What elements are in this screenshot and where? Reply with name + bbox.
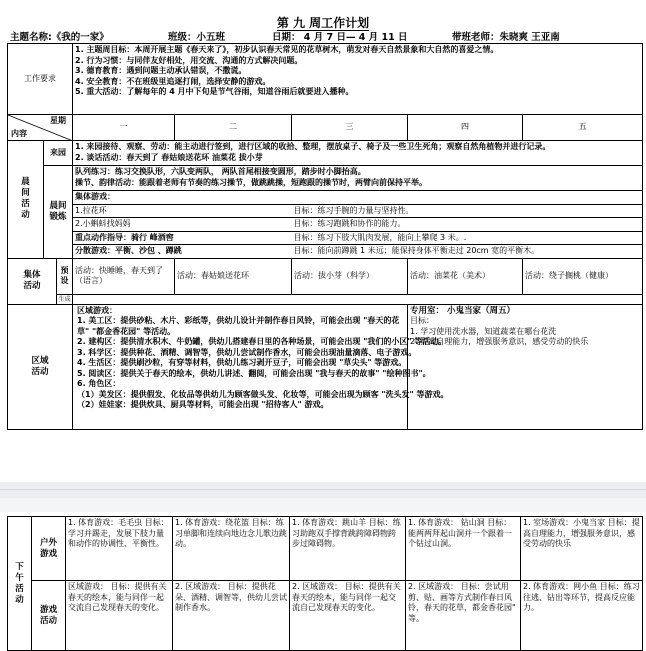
day-friday: 五: [523, 115, 643, 141]
afternoon-outdoor-item: 1. 体育游戏：跳山羊 目标：练习助跑双手撑背跳跨障碍物跨步过障碍物。: [290, 517, 406, 581]
collective-item: 活动：快睡睡，春天到了（语言）: [73, 258, 175, 294]
area-line: 1. 美工区：提供砂粘、木片、彩纸等，供幼儿设计并制作春日风铃，可能会出现 "春天的花草" "都金香花园" 等活动。: [77, 316, 400, 336]
afternoon-label: 下午活动: [8, 517, 32, 651]
area-line: 4. 生活区：提供刷沙粒，有穿等材料，供幼儿练习剥开豆子，可能会出现 "草尖头" 等游戏。: [77, 358, 407, 367]
group-game-goal: 目标：练习跑跳和协作的能力。: [292, 218, 643, 232]
afternoon-area-item: 2. 体育游戏：网小鱼 目标：练习往逃、钻出等环节，提高反应能力。: [521, 581, 643, 651]
day-wednesday: 三: [292, 115, 408, 141]
collective-label: 集体活动: [8, 258, 57, 304]
theme-label: 主题名称:《我的一家》: [10, 32, 109, 43]
dispersed-game-text: 分散游戏：平衡、沙包 、蹲跳: [73, 245, 292, 259]
arrival-cell: [73, 141, 643, 166]
outdoor-label: 户外游戏: [32, 517, 66, 581]
day-thursday: 四: [408, 115, 523, 141]
class-label: 班级：小五班: [168, 32, 226, 43]
area-line: 6. 角色区：: [77, 379, 121, 388]
afternoon-outdoor-item: 1. 室场游戏：小鬼当家 目标：提高自理能力，增强服务意识，感受劳动的快乐: [521, 517, 643, 581]
requirement-line: 5. 重大活动：了解每年的 4 月中下旬是节气谷雨，知道谷雨后就要进入播种。: [75, 87, 354, 96]
requirements-cell: [73, 44, 643, 115]
group-game-name: 1.拉花环: [73, 204, 292, 218]
collective-item: 活动：油菜花（美术）: [408, 258, 523, 294]
afternoon-outdoor-item: 1. 体育游戏：毛毛虫 目标：学习并踢走，发展下肢力量和动作的协调性、平衡性。: [66, 517, 173, 581]
requirements-label: 工作要求: [8, 44, 73, 115]
dispersed-game-goal: 目标：能向前蹲跳 1 米远；能保持身体平衡走过 20cm 宽的平衡木。: [292, 245, 643, 259]
day-tuesday: 二: [175, 115, 292, 141]
collective-item: 活动：春姑娘送花环: [175, 258, 292, 294]
area-title: 区域游戏：: [77, 305, 118, 315]
area-line: 3. 科学区：提供种花、酒精、调智等，供幼儿尝试制作香水，可能会出现油量滴落、电子游戏。: [77, 347, 417, 357]
group-game-goal: 目标：练习手腕的力量与坚持性。: [292, 204, 643, 218]
formation-line: 队列练习：练习交换队形，六队变两队， 两队首尾相接变圆形，踏步时小脚抬高。: [75, 167, 366, 176]
collective-item: 活动：绕子搁桃（健康）: [523, 258, 643, 294]
page-gap-bar: [0, 498, 646, 512]
requirement-line: 2. 行为习惯：与同伴友好相处，用交流、沟通的方式解决问题。: [75, 55, 303, 65]
special-room-goal-label: 目标：: [410, 316, 435, 325]
collective-preset-label: 预设: [57, 258, 73, 294]
arrival-label: 来园: [44, 141, 73, 166]
page-gap-divider: [0, 489, 646, 490]
requirement-line: 1. 主题周目标：本周开展主题《春天来了》，初步认识春天常见的花草树木，萌发对春天自然景象和大自然的喜爱之情。: [75, 45, 499, 54]
requirement-line: 4. 安全教育：不在班级里追逐打闹，选择安静的游戏。: [75, 76, 271, 86]
game-activity-label: 游戏活动: [32, 581, 66, 651]
afternoon-area-item: 区域游戏： 目标：提供有关春天的绘本，能与同伴一起交流自己发现春天的变化。: [66, 581, 173, 651]
key-guidance-text: 重点动作指导：骑行 峰酒窖: [73, 231, 292, 245]
teacher-label: 带班老师：朱晓爽 王亚南: [452, 32, 560, 43]
afternoon-outdoor-item: 1. 体育游戏： 钻山洞 目标：能两两拜起山洞并一个跟着一个钻过山洞。: [406, 517, 521, 581]
morning-label: 晨间活动: [8, 141, 44, 259]
special-room-cell: [408, 304, 643, 429]
special-room-title: 专用室： 小鬼当家（周五）: [410, 305, 515, 316]
date-label: 日期： 4 月 7 日— 4 月 11 日: [272, 32, 408, 43]
area-line: （1）美发区：提供假发、化妆品等供幼儿为顾客做头发、化妆等，可能会出现为顾客 "洗头发" 等游戏。: [77, 389, 449, 399]
afternoon-area-item: 2. 区域游戏： 目标：尝试用剪、贴、画等方式制作春日风铃，春天的花草，都金香花园" 等。: [406, 581, 521, 651]
afternoon-area-item: 2. 区域游戏： 目标：提供花朵、酒精、调智等，供幼儿尝试制作香水。: [173, 581, 290, 651]
collective-generated-label: 生成: [58, 295, 71, 303]
area-line: （2）娃娃家：提供炊具、厨具等材料，可能会出现 "招待客人" 游戏。: [77, 400, 329, 409]
plan-table: [7, 43, 643, 430]
week-content-label: 内容: [11, 128, 27, 138]
area-line: 2. 建构区：提供清水积木、牛奶罐，供幼儿搭建春日里的各种场景，可能会出现 "我们的小区" 等活动。: [77, 337, 447, 346]
special-room-goal: 2. 提高自理能力，增强服务意识，感受劳动的快乐: [410, 337, 589, 346]
afternoon-outdoor-item: 1. 体育游戏：绕花篮 目标：练习单脚和连续向地边念儿歌边跳动。: [173, 517, 290, 581]
collective-generated-cell: [73, 294, 643, 304]
collective-item: 活动：拔小芽（科学）: [292, 258, 408, 294]
afternoon-area-item: 2. 区域游戏： 目标：提供有关春天的绘本，能与同伴一起交流自己发现春天的变化。: [290, 581, 406, 651]
arrival-line: 2. 谈话活动：春天到了 春姑娘送花环 油菜花 拔小芽: [75, 152, 263, 162]
gymnastics-line: 操节、韵律活动：能跟着老师有节奏的练习操节，做跳跳操，短跑跟的操节时，两臂向前保持平举。: [75, 177, 428, 187]
afternoon-table: [7, 516, 643, 651]
week-corner-cell: [8, 115, 73, 141]
requirement-line: 3. 德育教育：遇到问题主动承认错误，不撒谎。: [75, 66, 247, 75]
area-label: 区域活动: [8, 304, 73, 429]
area-line: 5. 阅读区：提供关于春天的绘本，供幼儿讲述、翻阅，可能会出现 "我与春天的故事" "绘种图书"。: [77, 368, 431, 378]
arrival-line: 1. 来园接待、观察、劳动：能主动进行签到，进行区域的收拾、整理，摆放桌子、椅子及一些卫生死角；观察自然角植物并进行记录。: [75, 142, 551, 151]
day-monday: 一: [73, 115, 175, 141]
group-game-title: 集体游戏：: [73, 191, 643, 205]
formation-gymnastics-cell: [73, 166, 643, 191]
key-guidance-goal: 目标：练习下肢大肌肉发展，能向上攀爬 3 米。.: [292, 231, 643, 245]
week-star-label: 星期: [50, 116, 67, 125]
special-room-goal: 1. 学习使用洗水器，知道蔬菜在哪台花洗: [410, 326, 557, 336]
group-game-name: 2.小蝌蚪找妈妈: [73, 218, 292, 232]
exercise-label: 晨间锻炼: [44, 166, 73, 259]
page-title: 第 九 周工作计划: [276, 16, 370, 30]
